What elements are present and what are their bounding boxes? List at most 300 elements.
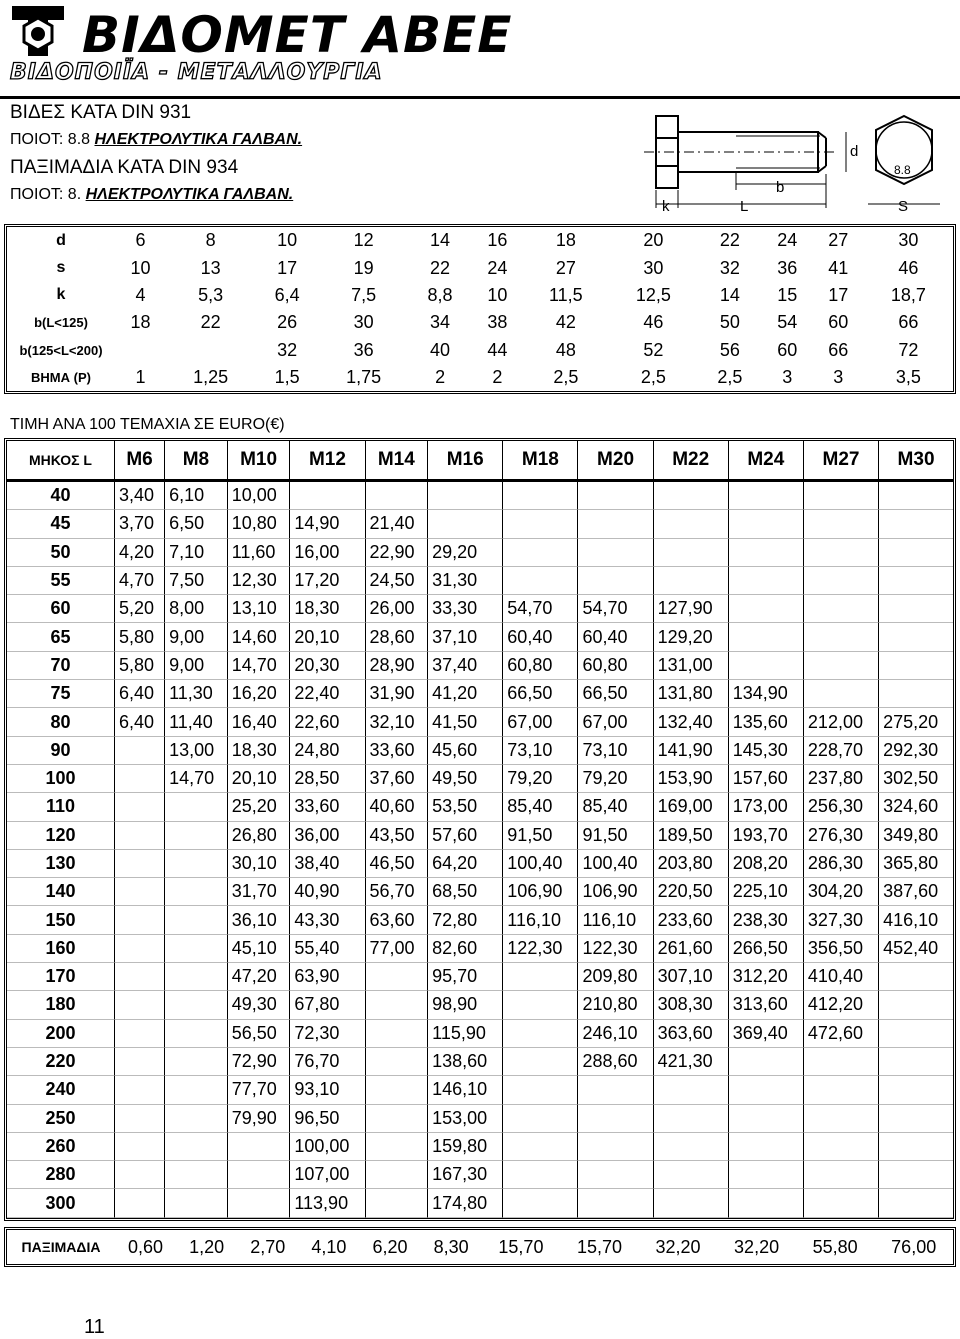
price-cell: [578, 1076, 653, 1104]
price-cell: 29,20: [428, 539, 503, 567]
nut-price-cell: 15,70: [576, 1236, 622, 1257]
price-cell: 26,00: [366, 595, 429, 623]
price-cell: 365,80: [879, 850, 953, 878]
price-cell: [804, 1161, 879, 1189]
price-cell: 13,00: [165, 737, 228, 765]
price-cell: [165, 963, 228, 991]
price-cell: [503, 1133, 578, 1161]
price-cell: 14,90: [290, 510, 365, 538]
price-cell: 220,50: [654, 878, 729, 906]
price-row: [7, 539, 953, 567]
price-cell: [165, 822, 228, 850]
spec-cell: 2,5: [640, 367, 666, 388]
price-cell: 11,40: [165, 708, 228, 736]
price-cell: [879, 1048, 953, 1076]
price-cell: [115, 1020, 165, 1048]
spec-cell: 30: [643, 257, 664, 278]
price-cell: 141,90: [654, 737, 729, 765]
price-cell: [503, 1048, 578, 1076]
price-cell: [804, 539, 879, 567]
price-cell: 387,60: [879, 878, 953, 906]
price-cell: 31,90: [366, 680, 429, 708]
price-cell: 173,00: [729, 793, 804, 821]
price-cell: 174,80: [428, 1189, 503, 1217]
price-cell: 349,80: [879, 822, 953, 850]
price-cell: [165, 850, 228, 878]
company-logo: [8, 4, 513, 88]
price-cell: 122,30: [503, 935, 578, 963]
price-cell: 79,20: [578, 765, 653, 793]
price-cell: 10,00: [228, 482, 291, 510]
price-cell: 60,40: [578, 623, 653, 651]
price-cell: 11,60: [228, 539, 291, 567]
price-cell: 4,70: [115, 567, 165, 595]
price-cell: [804, 510, 879, 538]
spec-cell: 36: [353, 339, 374, 360]
price-cell: [654, 1076, 729, 1104]
price-row: [7, 935, 953, 963]
nut-standard-title: ΠΑΞΙΜΑΔΙΑ ΚΑΤΑ DIN 934: [10, 157, 239, 178]
price-cell: [729, 1048, 804, 1076]
length-cell: 90: [7, 737, 115, 765]
price-cell: 56,70: [366, 878, 429, 906]
spec-cell: 30: [353, 312, 374, 333]
spec-cell: 52: [643, 339, 664, 360]
price-cell: [879, 1133, 953, 1161]
spec-cell: 14: [430, 230, 451, 251]
price-cell: 261,60: [654, 935, 729, 963]
spec-cell: 10: [487, 284, 508, 305]
price-cell: 5,80: [115, 623, 165, 651]
price-cell: [503, 1161, 578, 1189]
price-row: [7, 1133, 953, 1161]
price-cell: 416,10: [879, 906, 953, 934]
price-cell: [165, 1161, 228, 1189]
price-cell: [804, 595, 879, 623]
price-cell: [879, 482, 953, 510]
spec-cell: 10: [277, 230, 298, 251]
price-cell: [503, 567, 578, 595]
spec-cell: 1: [135, 367, 146, 388]
price-cell: 369,40: [729, 1020, 804, 1048]
price-cell: [729, 1161, 804, 1189]
price-cell: 146,10: [428, 1076, 503, 1104]
spec-cell: 41: [828, 257, 849, 278]
price-cell: 189,50: [654, 822, 729, 850]
price-cell: 356,50: [804, 935, 879, 963]
size-column-header: M22: [654, 441, 729, 482]
price-table-caption: ΤΙΜΗ ΑΝΑ 100 ΤΕΜΑΧΙΑ ΣΕ EURO(€): [10, 416, 285, 433]
price-cell: 20,10: [290, 623, 365, 651]
price-cell: 31,30: [428, 567, 503, 595]
price-cell: [115, 1048, 165, 1076]
spec-cell: 46: [898, 257, 919, 278]
price-cell: 208,20: [729, 850, 804, 878]
price-cell: 153,90: [654, 765, 729, 793]
spec-row: [7, 337, 953, 364]
price-cell: 53,50: [428, 793, 503, 821]
price-cell: 79,90: [228, 1105, 291, 1133]
price-cell: 60,40: [503, 623, 578, 651]
price-cell: 16,40: [228, 708, 291, 736]
price-cell: [729, 1133, 804, 1161]
price-cell: [115, 963, 165, 991]
length-cell: 220: [7, 1048, 115, 1076]
price-cell: 308,30: [654, 991, 729, 1019]
price-cell: 14,60: [228, 623, 291, 651]
price-cell: 18,30: [228, 737, 291, 765]
price-cell: 302,50: [879, 765, 953, 793]
price-cell: [804, 1048, 879, 1076]
price-cell: 304,20: [804, 878, 879, 906]
price-cell: 47,20: [228, 963, 291, 991]
price-cell: 22,60: [290, 708, 365, 736]
price-cell: 95,70: [428, 963, 503, 991]
spec-cell: 12: [353, 230, 374, 251]
price-cell: [366, 1161, 429, 1189]
spec-cell: 50: [719, 312, 740, 333]
price-cell: [503, 1076, 578, 1104]
price-cell: 209,80: [578, 963, 653, 991]
price-cell: 63,90: [290, 963, 365, 991]
spec-cell: 3: [833, 367, 844, 388]
price-cell: [879, 1105, 953, 1133]
bolt-standard-title: ΒΙΔΕΣ ΚΑΤΑ DIN 931: [10, 102, 192, 123]
length-cell: 180: [7, 991, 115, 1019]
price-cell: [503, 1020, 578, 1048]
spec-cell: 13: [200, 257, 221, 278]
price-cell: 421,30: [654, 1048, 729, 1076]
price-cell: [654, 1133, 729, 1161]
price-cell: [879, 510, 953, 538]
price-cell: [804, 680, 879, 708]
price-cell: [115, 765, 165, 793]
spec-cell: 5,3: [198, 284, 224, 305]
price-cell: [165, 935, 228, 963]
drawing-label-s: S: [898, 198, 909, 212]
spec-cell: 42: [555, 312, 576, 333]
spec-cell: 56: [719, 339, 740, 360]
price-cell: 169,00: [654, 793, 729, 821]
price-cell: [115, 906, 165, 934]
price-cell: 153,00: [428, 1105, 503, 1133]
price-cell: 100,00: [290, 1133, 365, 1161]
spec-cell: 60: [777, 339, 798, 360]
dimension-spec-table: [4, 224, 956, 394]
price-cell: 73,10: [578, 737, 653, 765]
spec-cell: 10: [130, 257, 151, 278]
price-cell: [165, 1133, 228, 1161]
price-cell: 54,70: [503, 595, 578, 623]
length-cell: 65: [7, 623, 115, 651]
price-cell: [879, 1020, 953, 1048]
price-cell: [654, 482, 729, 510]
spec-cell: 44: [487, 339, 508, 360]
price-cell: [804, 482, 879, 510]
price-cell: 24,80: [290, 737, 365, 765]
spec-cell: 11,5: [548, 284, 583, 305]
price-cell: [729, 1105, 804, 1133]
spec-cell: [166, 337, 255, 364]
price-cell: 6,10: [165, 482, 228, 510]
price-cell: [165, 1020, 228, 1048]
price-row: [7, 680, 953, 708]
price-cell: 22,90: [366, 539, 429, 567]
price-cell: [729, 1189, 804, 1217]
price-cell: [165, 1189, 228, 1217]
price-cell: [804, 567, 879, 595]
price-cell: 307,10: [654, 963, 729, 991]
price-cell: [366, 1048, 429, 1076]
price-cell: 57,60: [428, 822, 503, 850]
price-cell: 5,20: [115, 595, 165, 623]
header-divider: [0, 96, 960, 99]
spec-cell: 22: [430, 257, 451, 278]
price-cell: 212,00: [804, 708, 879, 736]
price-row: [7, 623, 953, 651]
length-cell: 170: [7, 963, 115, 991]
nut-finish: ΗΛΕΚΤΡΟΛΥΤΙΚΑ ΓΑΛΒΑΝ.: [85, 186, 294, 203]
size-column-header: M16: [428, 441, 503, 482]
price-cell: [578, 482, 653, 510]
spec-cell: 34: [430, 312, 451, 333]
price-cell: [879, 1189, 953, 1217]
spec-cell: 1,5: [274, 367, 300, 388]
price-cell: 193,70: [729, 822, 804, 850]
spec-cell: 3: [782, 367, 793, 388]
price-row: [7, 1048, 953, 1076]
length-cell: 110: [7, 793, 115, 821]
price-cell: 131,80: [654, 680, 729, 708]
price-cell: 5,80: [115, 652, 165, 680]
price-cell: 6,50: [165, 510, 228, 538]
price-cell: 63,60: [366, 906, 429, 934]
price-cell: [115, 1105, 165, 1133]
price-cell: 14,70: [228, 652, 291, 680]
price-cell: 68,50: [428, 878, 503, 906]
spec-cell: 19: [353, 257, 374, 278]
price-cell: [366, 482, 429, 510]
price-cell: [654, 1105, 729, 1133]
price-cell: [115, 1189, 165, 1217]
price-cell: 363,60: [654, 1020, 729, 1048]
size-column-header: M10: [228, 441, 291, 482]
price-row: [7, 567, 953, 595]
price-cell: 113,90: [290, 1189, 365, 1217]
price-cell: [804, 652, 879, 680]
price-cell: 288,60: [578, 1048, 653, 1076]
price-cell: 85,40: [503, 793, 578, 821]
price-cell: [804, 1105, 879, 1133]
price-cell: [115, 1133, 165, 1161]
price-cell: 79,20: [503, 765, 578, 793]
price-cell: 16,20: [228, 680, 291, 708]
price-cell: [729, 1076, 804, 1104]
length-cell: 40: [7, 482, 115, 510]
drawing-label-d: d: [850, 143, 859, 160]
price-cell: 225,10: [729, 878, 804, 906]
price-cell: 275,20: [879, 708, 953, 736]
price-row: [7, 1189, 953, 1217]
length-cell: 200: [7, 1020, 115, 1048]
price-row: [7, 793, 953, 821]
price-cell: [654, 510, 729, 538]
spec-cell: 36: [777, 257, 798, 278]
price-cell: 134,90: [729, 680, 804, 708]
price-cell: 11,30: [165, 680, 228, 708]
price-cell: 22,40: [290, 680, 365, 708]
price-cell: 26,80: [228, 822, 291, 850]
price-cell: [165, 906, 228, 934]
price-cell: 472,60: [804, 1020, 879, 1048]
price-cell: 66,50: [503, 680, 578, 708]
price-row: [7, 1161, 953, 1189]
price-cell: 452,40: [879, 935, 953, 963]
price-cell: [115, 793, 165, 821]
price-cell: 238,30: [729, 906, 804, 934]
price-cell: 37,10: [428, 623, 503, 651]
price-cell: 30,10: [228, 850, 291, 878]
spec-cell: 8: [205, 230, 216, 251]
spec-cell: 46: [643, 312, 664, 333]
bolt-price-table: [4, 438, 956, 1221]
length-cell: 50: [7, 539, 115, 567]
price-cell: 60,80: [578, 652, 653, 680]
price-cell: 31,70: [228, 878, 291, 906]
price-row: [7, 878, 953, 906]
price-cell: 40,90: [290, 878, 365, 906]
price-cell: [503, 1105, 578, 1133]
bolt-logo-icon: [8, 4, 78, 60]
spec-cell: 12,5: [635, 284, 671, 305]
spec-cell: 2: [435, 367, 446, 388]
price-cell: 10,80: [228, 510, 291, 538]
nut-quality-label: ΠΟΙΟΤ: 8.: [10, 186, 86, 203]
price-cell: 233,60: [654, 906, 729, 934]
spec-cell: 18: [130, 312, 151, 333]
price-cell: 36,00: [290, 822, 365, 850]
spec-row-label: ΒΗΜΑ (P): [31, 370, 91, 386]
price-cell: [729, 623, 804, 651]
length-cell: 260: [7, 1133, 115, 1161]
price-row: [7, 1105, 953, 1133]
price-cell: 67,80: [290, 991, 365, 1019]
price-cell: 17,20: [290, 567, 365, 595]
price-cell: 4,20: [115, 539, 165, 567]
price-cell: [729, 510, 804, 538]
price-cell: 72,30: [290, 1020, 365, 1048]
price-cell: 276,30: [804, 822, 879, 850]
nut-price-label: ΠΑΞΙΜΑΔΙΑ: [21, 1239, 101, 1255]
price-row: [7, 652, 953, 680]
price-cell: [729, 539, 804, 567]
price-cell: 36,10: [228, 906, 291, 934]
price-cell: [578, 567, 653, 595]
spec-cell: 15: [777, 284, 798, 305]
length-cell: 250: [7, 1105, 115, 1133]
price-cell: [879, 567, 953, 595]
size-column-header: M14: [366, 441, 429, 482]
price-cell: 327,30: [804, 906, 879, 934]
price-cell: [879, 1161, 953, 1189]
price-cell: 145,30: [729, 737, 804, 765]
price-cell: 132,40: [654, 708, 729, 736]
price-cell: [804, 1076, 879, 1104]
price-cell: 54,70: [578, 595, 653, 623]
price-cell: [804, 1189, 879, 1217]
price-cell: 82,60: [428, 935, 503, 963]
size-column-header: M24: [729, 441, 804, 482]
drawing-label-b: b: [776, 179, 785, 196]
nut-price-cell: 0,60: [128, 1236, 164, 1257]
price-cell: 72,90: [228, 1048, 291, 1076]
nut-price-cell: 6,20: [372, 1236, 408, 1257]
price-cell: 266,50: [729, 935, 804, 963]
price-cell: [366, 963, 429, 991]
company-tagline: ΒΙΔΟΠΟΙΪΑ - ΜΕΤΑΛΛΟΥΡΓΙΑ: [10, 60, 383, 85]
spec-cell: 54: [777, 312, 798, 333]
nut-quality-line: [10, 186, 293, 204]
length-cell: 70: [7, 652, 115, 680]
price-cell: [879, 623, 953, 651]
price-cell: 410,40: [804, 963, 879, 991]
spec-cell: 2,5: [717, 367, 743, 388]
length-cell: 60: [7, 595, 115, 623]
price-cell: [366, 991, 429, 1019]
spec-cell: 72: [898, 339, 919, 360]
price-cell: [729, 595, 804, 623]
spec-cell: 27: [555, 257, 576, 278]
spec-cell: 60: [828, 312, 849, 333]
spec-row-label: k: [56, 286, 66, 304]
price-cell: 246,10: [578, 1020, 653, 1048]
price-cell: 37,60: [366, 765, 429, 793]
spec-cell: 48: [555, 339, 576, 360]
price-cell: 24,50: [366, 567, 429, 595]
price-cell: 228,70: [804, 737, 879, 765]
price-cell: 77,70: [228, 1076, 291, 1104]
price-cell: 28,60: [366, 623, 429, 651]
price-cell: 106,90: [578, 878, 653, 906]
spec-row: [7, 254, 953, 281]
price-cell: [578, 1133, 653, 1161]
price-cell: 256,30: [804, 793, 879, 821]
price-cell: [503, 1189, 578, 1217]
price-cell: [366, 1189, 429, 1217]
price-cell: 41,20: [428, 680, 503, 708]
price-cell: 131,00: [654, 652, 729, 680]
nut-price-cell: 32,20: [655, 1236, 701, 1257]
price-cell: [654, 539, 729, 567]
spec-row-label: s: [56, 259, 66, 277]
price-cell: [503, 510, 578, 538]
spec-cell: 1,75: [346, 367, 382, 388]
price-row: [7, 906, 953, 934]
spec-cell: 17: [828, 284, 849, 305]
nut-price-cell: 8,30: [433, 1236, 469, 1257]
price-cell: 91,50: [503, 822, 578, 850]
spec-cell: 14: [719, 284, 740, 305]
spec-row: [7, 227, 953, 254]
price-cell: [654, 567, 729, 595]
length-cell: 160: [7, 935, 115, 963]
price-cell: [879, 595, 953, 623]
length-cell: 240: [7, 1076, 115, 1104]
price-cell: 49,50: [428, 765, 503, 793]
price-cell: 28,90: [366, 652, 429, 680]
price-cell: 49,30: [228, 991, 291, 1019]
price-cell: 292,30: [879, 737, 953, 765]
